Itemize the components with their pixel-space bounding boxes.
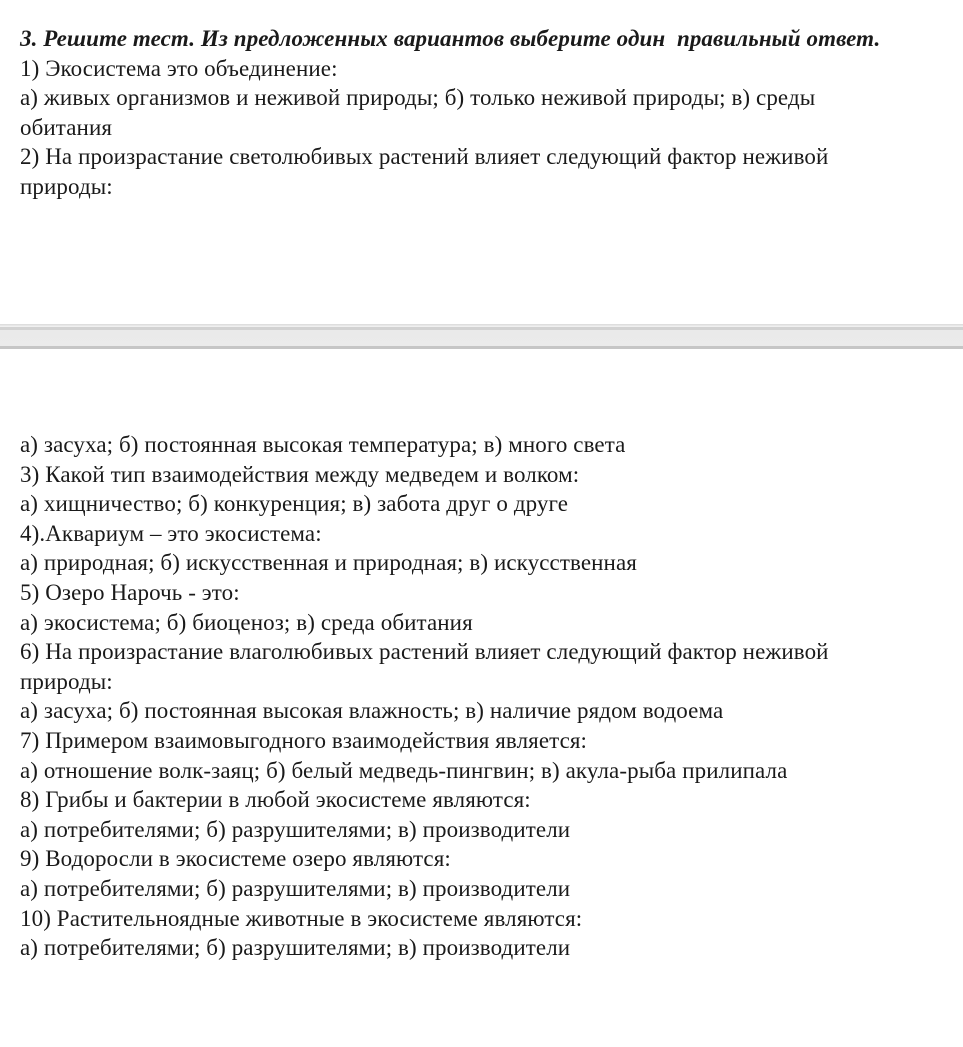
question-2-line: 2) На произрастание светолюбивых растений влияет следующий фактор неживой bbox=[20, 144, 829, 170]
question-2-wrap-line: природы: bbox=[20, 173, 113, 199]
answers-10-line: а) потребителями; б) разрушителями; в) производители bbox=[20, 935, 571, 961]
answers-1-wrap-line: обитания bbox=[20, 114, 113, 140]
question-10-line: 10) Растительноядные животные в экосистеме являются: bbox=[20, 905, 583, 931]
test-instruction-heading: 3. Решите тест. Из предложенных вариантов выберите один правильный ответ. bbox=[20, 26, 881, 51]
answers-5-line: а) экосистема; б) биоценоз; в) среда обитания bbox=[20, 609, 473, 635]
answers-1-line: а) живых организмов и неживой природы; б) только неживой природы; в) среды bbox=[20, 85, 816, 111]
answers-2-line: а) засуха; б) постоянная высокая температура; в) много света bbox=[20, 432, 626, 457]
page1-text-block bbox=[20, 24, 963, 202]
question-1-line: 1) Экосистема это объединение: bbox=[20, 55, 338, 81]
question-8-line: 8) Грибы и бактерии в любой экосистеме являются: bbox=[20, 787, 531, 813]
answers-9-line: а) потребителями; б) разрушителями; в) производители bbox=[20, 875, 571, 901]
answers-7-line: а) отношение волк-заяц; б) белый медведь-пингвин; в) акула-рыба прилипала bbox=[20, 757, 788, 783]
answers-3-line: а) хищничество; б) конкуренция; в) забота друг о друге bbox=[20, 491, 569, 517]
question-6-line: 6) На произрастание влаголюбивых растений влияет следующий фактор неживой bbox=[20, 639, 829, 665]
question-7-line: 7) Примером взаимовыгодного взаимодействия является: bbox=[20, 727, 588, 753]
question-5-line: 5) Озеро Нарочь - это: bbox=[20, 579, 240, 605]
answers-8-line: а) потребителями; б) разрушителями; в) производители bbox=[20, 816, 571, 842]
page-break-divider bbox=[0, 324, 963, 349]
question-9-line: 9) Водоросли в экосистеме озеро являются: bbox=[20, 846, 451, 872]
question-4-line: 4).Аквариум – это экосистема: bbox=[20, 520, 322, 546]
answers-4-line: а) природная; б) искусственная и природная; в) искусственная bbox=[20, 550, 637, 576]
question-3-line: 3) Какой тип взаимодействия между медведем и волком: bbox=[20, 461, 580, 487]
answers-6-line: а) засуха; б) постоянная высокая влажность; в) наличие рядом водоема bbox=[20, 698, 724, 724]
question-6-wrap-line: природы: bbox=[20, 668, 113, 694]
page2-text-block bbox=[20, 430, 963, 963]
